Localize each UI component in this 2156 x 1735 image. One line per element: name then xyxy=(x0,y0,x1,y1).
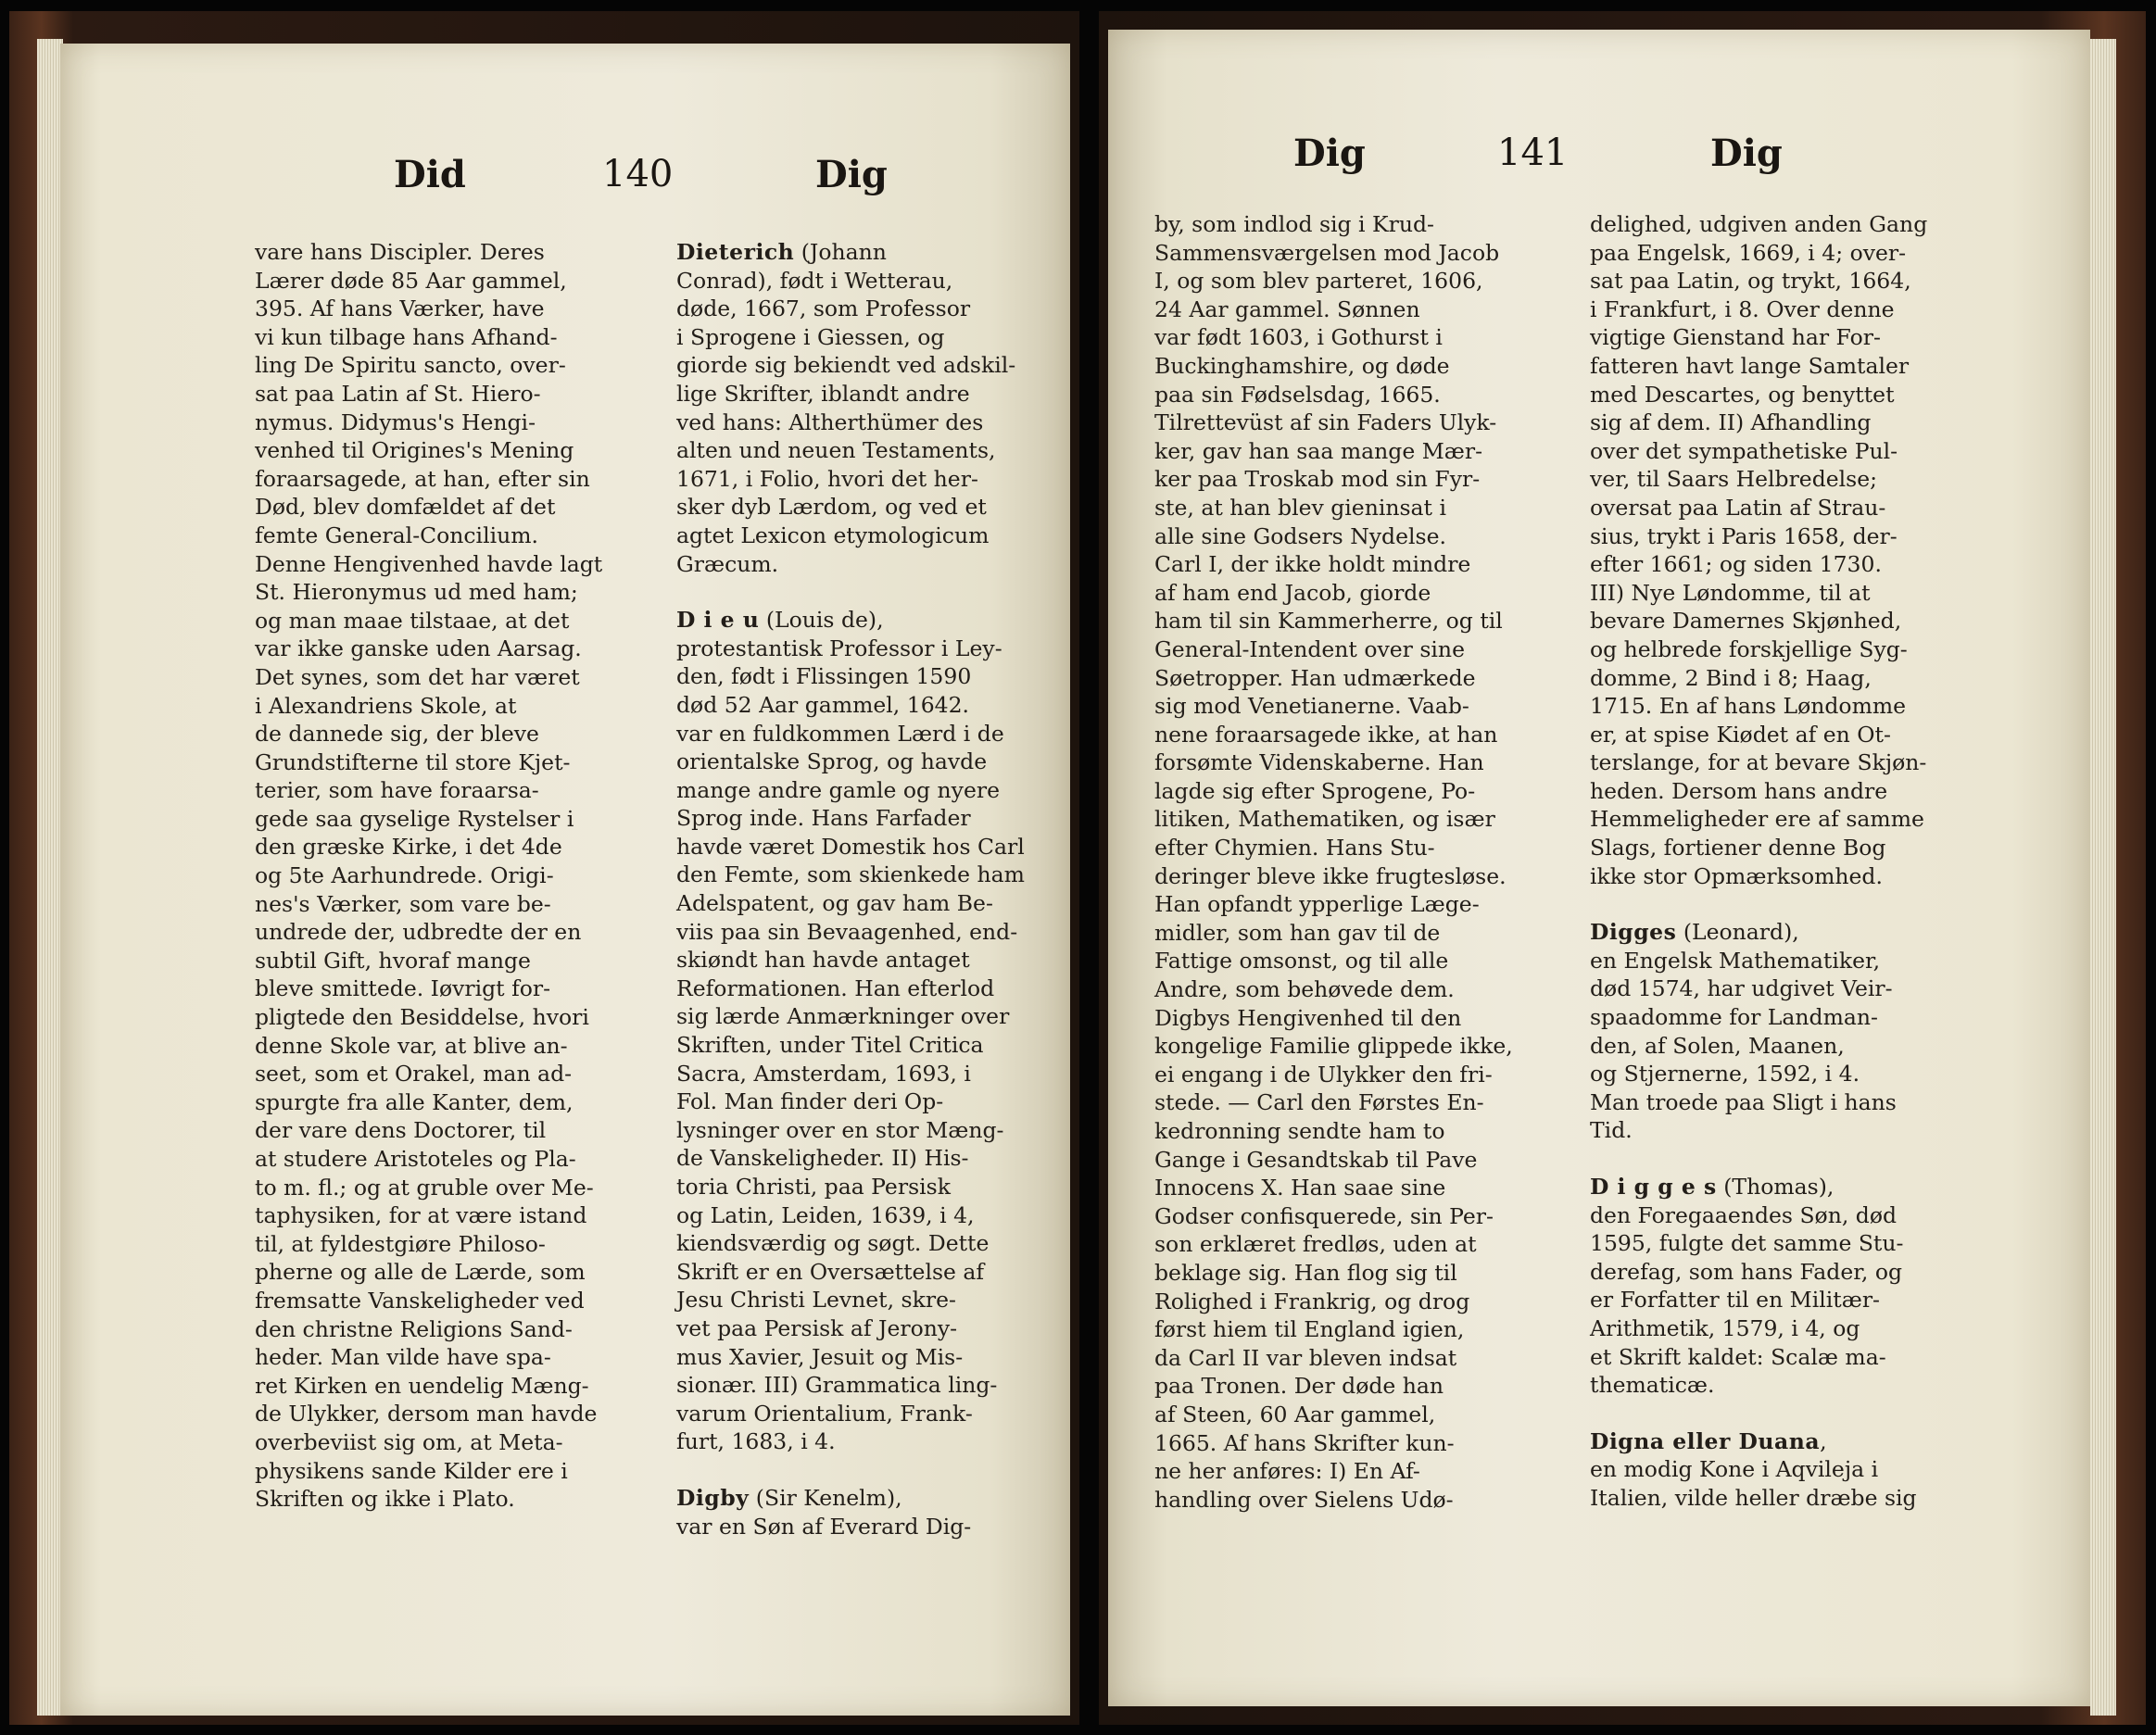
entry-body: , en modig Kone i Aqvileja i Italien, vilde heller dræbe sig xyxy=(1590,1427,1917,1511)
left-page-photo xyxy=(9,11,1079,1725)
text-column-1 xyxy=(255,238,644,1514)
running-head xyxy=(1108,132,2090,187)
text-column-1 xyxy=(1154,210,1553,1514)
right-page-photo xyxy=(1099,11,2146,1725)
text-column-2 xyxy=(1590,210,1998,1513)
entry-digby xyxy=(676,1484,1065,1540)
page-141 xyxy=(1108,30,2090,1706)
entry-headword: D i e u xyxy=(676,607,760,634)
entry-headword: Digna eller Duana xyxy=(1590,1427,1821,1454)
running-head-left: Dig xyxy=(1293,132,1366,175)
entry-body: (Louis de), protestantisk Professor i Ley- den, født i Flissingen 1590 død 52 Aar gammel, 1642. var en fuldkommen Lærd i de orientalske Sprog, og havde mange andre gamle og nyere Sprog inde. Hans Farfader havde været Domestik hos Carl den Femte, som skienkede ham Adelspatent, og gav ham Be- viis paa sin Bevaagenhed, end- skiøndt han havde antaget Reformationen. Han efterlod sig lærde Anmærkninger over Skriften, under Titel Critica Sacra, Amsterdam, 1693, i Fol. Man finder deri Op- lysninger over en stor Mæng- de Vanskeligheder. II) His- toria Christi, paa Persisk og Latin, Leiden, 1639, i 4, kiendsværdig og søgt. Dette Skrift er en Oversættelse af Jesu Christi Levnet, skre- vet paa Persisk af Jerony- mus Xavier, Jesuit og Mis- sionær. III) Grammatica ling- varum Orientalium, Frank- furt, 1683, i 4. xyxy=(676,607,1025,1455)
running-head xyxy=(60,153,1070,208)
column-text: by, som indlod sig i Krud- Sammensværgelsen mod Jacob I, og som blev parteret, 1606, 24 Aar gammel. Sønnen var født 1603, i Gothurst i Buckinghamshire, og døde paa sin Fødselsdag, 1665. Tilrettevüst af sin Faders Ulyk- ker, gav han saa mange Mær- ker paa Troskab mod sin Fyr- ste, at han blev gieninsat i alle sine Godsers Nydelse. Carl I, der ikke holdt mindre af ham end Jacob, giorde ham til sin Kammerherre, og til General-Intendent over sine Søetropper. Han udmærkede sig mod Venetianerne. Vaab- nene foraarsagede ikke, at han forsømte Videnskaberne. Han lagde sig efter Sprogene, Po- litiken, Mathematiken, og især efter Chymien. Hans Stu- deringer bleve ikke frugtesløse. Han opfandt ypperlige Læge- midler, som han gav til de Fattige omsonst, og til alle Andre, som behøvede dem. Digbys Hengivenhed til den kongelige Familie glippede ikke, ei engang i de Ulykker den fri- stede. — Carl den Førstes En- kedronning sendte ham to Gange i Gesandtskab til Pave Innocens X. Han saae sine Godser confisquerede, sin Per- son erklæret fredløs, uden at beklage sig. Han flog sig til Rolighed i Frankrig, og drog først hiem til England igien, da Carl II var bleven indsat paa Tronen. Der døde han af Steen, 60 Aar gammel, 1665. Af hans Skrifter kun- ne her anføres: I) En Af- handling over Sielens Udø- xyxy=(1154,211,1513,1513)
page-number: 140 xyxy=(602,153,674,195)
running-head-right: Dig xyxy=(815,153,888,196)
entry-headword: Dieterich xyxy=(676,239,795,265)
entry-headword: D i g g e s xyxy=(1590,1174,1717,1200)
entry-body: (Leonard), en Engelsk Mathematiker, død 1574, har udgivet Veir- spaadomme for Landman- den, af Solen, Maanen, og Stjernerne, 1592, i 4. Man troede paa Sligt i hans Tid. xyxy=(1590,919,1897,1144)
column-text: vare hans Discipler. Deres Lærer døde 85 Aar gammel, 395. Af hans Værker, have vi kun tilbage hans Afhand- ling De Spiritu sancto, over- sat paa Latin af St. Hiero- nymus. Didymus's Hengi- venhed til Origines's Mening foraarsagede, at han, efter sin Død, blev domfældet af det femte General-Concilium. Denne Hengivenhed havde lagt St. Hieronymus ud med ham; og man maae tilstaae, at det var ikke ganske uden Aarsag. Det synes, som det har været i Alexandriens Skole, at de dannede sig, der bleve Grundstifterne til store Kjet- terier, som have foraarsa- gede saa gyselige Rystelser i den græske Kirke, i det 4de og 5te Aarhundrede. Origi- nes's Værker, som vare be- undrede der, udbredte der en subtil Gift, hvoraf mange bleve smittede. Iøvrigt for- pligtede den Besiddelse, hvori denne Skole var, at blive an- seet, som et Orakel, man ad- spurgte fra alle Kanter, dem, der vare dens Doctorer, til at studere Aristoteles og Pla- to m. fl.; og at gruble over Me- taphysiken, for at være istand til, at fyldestgiøre Philoso- pherne og alle de Lærde, som fremsatte Vanskeligheder ved den christne Religions Sand- heder. Man vilde have spa- ret Kirken en uendelig Mæng- de Ulykker, dersom man havde overbeviist sig om, at Meta- physikens sande Kilder ere i Skriften og ikke i Plato. xyxy=(255,239,603,1513)
entry-headword: Digges xyxy=(1590,919,1677,946)
page-number: 141 xyxy=(1497,132,1569,174)
page-140 xyxy=(60,44,1070,1716)
entry-headword: Digby xyxy=(676,1484,750,1511)
entry-body: (Sir Kenelm), var en Søn af Everard Dig- xyxy=(676,1484,972,1540)
page-edge-stack xyxy=(37,39,63,1716)
entry-dieu xyxy=(676,606,1065,1456)
entry-digges-thomas xyxy=(1590,1173,1998,1400)
entry-body: (Johann Conrad), født i Wetterau, døde, 1667, som Professor i Sprogene i Giessen, og giorde sig bekiendt ved adskil- lige Skrifter, iblandt andre ved hans: Altherthümer des alten und neuen Testaments, 1671, i Folio, hvori det her- sker dyb Lærdom, og ved et agtet Lexicon etymologicum Græcum. xyxy=(676,239,1016,577)
entry-dieterich xyxy=(676,238,1065,578)
column-text: delighed, udgiven anden Gang paa Engelsk, 1669, i 4; over- sat paa Latin, og trykt, 1664, i Frankfurt, i 8. Over denne vigtige Gienstand har For- fatteren havt lange Samtaler med Descartes, og benyttet sig af dem. II) Afhandling over det sympathetiske Pul- ver, til Saars Helbredelse; oversat paa Latin af Strau- sius, trykt i Paris 1658, der- efter 1661; og siden 1730. III) Nye Løndomme, til at bevare Damernes Skjønhed, og helbrede forskjellige Syg- domme, 2 Bind i 8; Haag, 1715. En af hans Løndomme er, at spise Kiødet af en Ot- terslange, for at bevare Skjøn- heden. Dersom hans andre Hemmeligheder ere af samme Slags, fortiener denne Bog ikke stor Opmærksomhed. xyxy=(1590,211,1928,889)
entry-digges-leonard xyxy=(1590,918,1998,1145)
running-head-right: Dig xyxy=(1710,132,1783,175)
text-column-2 xyxy=(676,238,1065,1540)
entry-body: (Thomas), den Foregaaendes Søn, død 1595, fulgte det samme Stu- derefag, som hans Fader, og er Forfatter til en Militær- Arithmetik, 1579, i 4, og et Skrift kaldet: Scalæ ma- thematicæ. xyxy=(1590,1174,1904,1399)
page-edge-stack xyxy=(2090,39,2116,1716)
running-head-left: Did xyxy=(394,153,466,196)
entry-digna xyxy=(1590,1427,1998,1513)
